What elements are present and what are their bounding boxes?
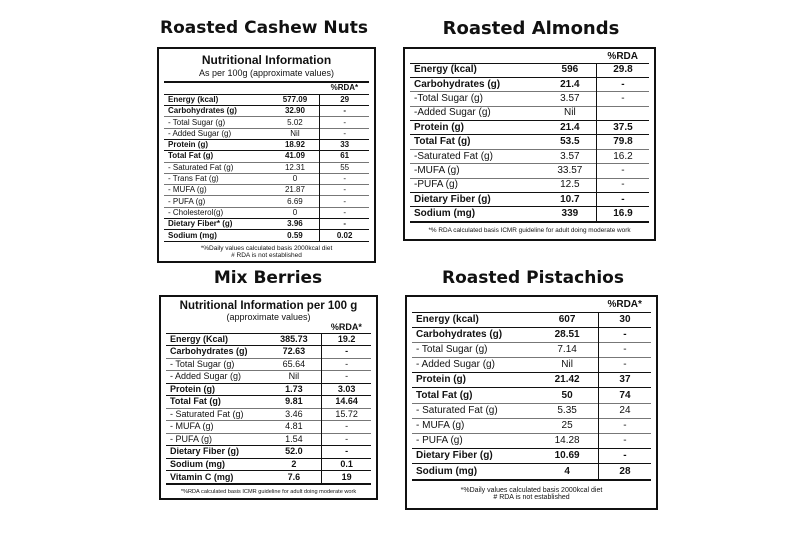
- nutrient-label: - Total Sugar (g): [166, 358, 266, 371]
- rda-value: -: [322, 421, 371, 434]
- nutrient-value: 607: [536, 312, 598, 327]
- pistachios-footnote-2: # RDA is not established: [493, 494, 570, 502]
- rda-value: -: [320, 173, 369, 184]
- nutrient-value: 4: [536, 464, 598, 479]
- table-row: [166, 346, 371, 359]
- nutrient-value: 5.02: [271, 117, 320, 128]
- nutrient-label: - PUFA (g): [166, 433, 266, 446]
- rda-value: -: [320, 106, 369, 117]
- nutrient-label: Dietary Fiber (g): [412, 449, 536, 464]
- nutrient-value: Nil: [544, 106, 597, 120]
- nutrient-label: Dietary Fiber (g): [166, 446, 266, 459]
- rda-value: 19.2: [322, 333, 371, 346]
- rda-value: 30: [598, 312, 651, 327]
- nutrient-value: 7.6: [266, 471, 321, 484]
- nutrient-label: Total Fat (g): [410, 135, 544, 149]
- header-blank: [166, 322, 266, 333]
- nutrient-label: Total Fat (g): [164, 151, 271, 162]
- nutrient-value: 21.4: [544, 77, 597, 91]
- rda-value: -: [598, 418, 651, 433]
- nutrient-label: -Total Sugar (g): [410, 92, 544, 106]
- nutrient-label: - Added Sugar (g): [412, 358, 536, 373]
- nutrient-value: 1.73: [266, 383, 321, 396]
- rda-value: [596, 106, 649, 120]
- nutrient-label: Protein (g): [164, 139, 271, 150]
- cashew-panel-title: Nutritional Information: [201, 53, 332, 67]
- table-row: [164, 106, 369, 117]
- berries-title: Mix Berries: [213, 268, 323, 288]
- nutrient-value: 0.59: [271, 230, 320, 241]
- nutrient-label: - Cholesterol(g): [164, 207, 271, 218]
- table-row: [166, 421, 371, 434]
- table-row: [412, 403, 651, 418]
- cashew-nutrition-table: [164, 83, 369, 241]
- rda-value: -: [320, 196, 369, 207]
- table-row: [164, 219, 369, 230]
- rda-value: -: [598, 327, 651, 342]
- rda-header: %RDA*: [330, 322, 362, 332]
- nutrient-value: Nil: [271, 128, 320, 139]
- rda-header: %RDA: [607, 51, 638, 62]
- rda-value: 3.03: [322, 383, 371, 396]
- nutrient-value: 3.57: [544, 92, 597, 106]
- rda-value: 16.9: [596, 207, 649, 221]
- table-row: [412, 373, 651, 388]
- rda-value: -: [598, 358, 651, 373]
- rda-value: -: [322, 358, 371, 371]
- nutrient-label: - Saturated Fat (g): [164, 162, 271, 173]
- nutrient-label: Sodium (mg): [166, 458, 266, 471]
- pistachios-title: Roasted Pistachios: [442, 268, 624, 288]
- nutrient-value: 14.28: [536, 434, 598, 449]
- table-row: [412, 418, 651, 433]
- rda-value: -: [598, 342, 651, 357]
- table-row: [166, 408, 371, 421]
- nutrient-label: Protein (g): [166, 383, 266, 396]
- nutrient-value: 52.0: [266, 446, 321, 459]
- berries-footnote-1: *%RDA calculated basis ICMR guideline for adult doing moderate work: [166, 483, 371, 495]
- nutrient-value: 33.57: [544, 164, 597, 178]
- nutrient-value: 50: [536, 388, 598, 403]
- rda-value: 61: [320, 151, 369, 162]
- rda-header: %RDA*: [330, 83, 359, 93]
- table-row: [410, 178, 649, 192]
- nutrient-label: Dietary Fiber* (g): [164, 219, 271, 230]
- nutrient-label: - MUFA (g): [412, 418, 536, 433]
- nutrient-label: Sodium (mg): [164, 230, 271, 241]
- rda-value: -: [320, 128, 369, 139]
- nutrient-value: 577.09: [271, 94, 320, 105]
- nutrient-label: - MUFA (g): [164, 185, 271, 196]
- rda-value: -: [598, 434, 651, 449]
- nutrient-label: Vitamin C (mg): [166, 471, 266, 484]
- almonds-nutrition-panel: [403, 47, 656, 241]
- table-row: [166, 433, 371, 446]
- table-row: [412, 449, 651, 464]
- table-row: [410, 106, 649, 120]
- rda-value: -: [320, 219, 369, 230]
- cashew-title: Roasted Cashew Nuts: [160, 18, 369, 38]
- table-row: [164, 185, 369, 196]
- nutrient-label: - Total Sugar (g): [412, 342, 536, 357]
- nutrient-label: - Trans Fat (g): [164, 173, 271, 184]
- header-blank: [164, 83, 271, 94]
- table-header-row: [164, 83, 369, 94]
- nutrient-value: 10.69: [536, 449, 598, 464]
- rda-value: -: [322, 371, 371, 384]
- rda-value: 0.02: [320, 230, 369, 241]
- table-header-row: [166, 322, 371, 333]
- table-row: [164, 207, 369, 218]
- nutrient-label: -Added Sugar (g): [410, 106, 544, 120]
- table-row: [412, 464, 651, 479]
- nutrient-value: 0: [271, 173, 320, 184]
- nutrient-value: 53.5: [544, 135, 597, 149]
- table-row: [410, 92, 649, 106]
- nutrient-value: 25: [536, 418, 598, 433]
- nutrient-label: - Total Sugar (g): [164, 117, 271, 128]
- table-row: [412, 388, 651, 403]
- table-row: [166, 371, 371, 384]
- rda-value: 16.2: [596, 149, 649, 163]
- almonds-title: Roasted Almonds: [442, 18, 620, 39]
- header-blank: [271, 83, 320, 94]
- nutrient-value: 1.54: [266, 433, 321, 446]
- table-row: [166, 383, 371, 396]
- table-row: [164, 94, 369, 105]
- nutrient-value: 339: [544, 207, 597, 221]
- rda-value: -: [322, 346, 371, 359]
- rda-value: 29.8: [596, 63, 649, 77]
- table-row: [164, 128, 369, 139]
- nutrient-value: Nil: [536, 358, 598, 373]
- table-row: [412, 342, 651, 357]
- nutrient-value: 6.69: [271, 196, 320, 207]
- nutrient-label: Protein (g): [412, 373, 536, 388]
- nutrient-label: Carbohydrates (g): [164, 106, 271, 117]
- almonds-nutrition-table: [410, 51, 649, 221]
- nutrient-label: Energy (kcal): [410, 63, 544, 77]
- berries-panel-subtitle: (approximate values): [226, 312, 311, 322]
- nutrient-value: 18.92: [271, 139, 320, 150]
- table-row: [166, 458, 371, 471]
- table-row: [410, 63, 649, 77]
- rda-value: 0.1: [322, 458, 371, 471]
- nutrient-value: 10.7: [544, 193, 597, 207]
- rda-value: -: [320, 207, 369, 218]
- header-blank: [266, 322, 321, 333]
- nutrient-value: 3.46: [266, 408, 321, 421]
- nutrient-value: 3.96: [271, 219, 320, 230]
- rda-value: -: [322, 433, 371, 446]
- nutrient-label: - Added Sugar (g): [166, 371, 266, 384]
- table-row: [410, 149, 649, 163]
- nutrient-value: 596: [544, 63, 597, 77]
- nutrient-value: 0: [271, 207, 320, 218]
- table-row: [410, 193, 649, 207]
- cashew-nutrition-panel: [157, 47, 376, 263]
- nutrient-label: Energy (Kcal): [166, 333, 266, 346]
- table-row: [410, 207, 649, 221]
- nutrient-value: 3.57: [544, 149, 597, 163]
- table-row: [164, 139, 369, 150]
- rda-value: 37: [598, 373, 651, 388]
- table-row: [166, 446, 371, 459]
- table-row: [410, 135, 649, 149]
- rda-value: 37.5: [596, 121, 649, 135]
- rda-value: -: [322, 446, 371, 459]
- table-row: [164, 151, 369, 162]
- nutrient-label: Total Fat (g): [412, 388, 536, 403]
- rda-value: -: [320, 185, 369, 196]
- rda-value: -: [596, 178, 649, 192]
- rda-value: 79.8: [596, 135, 649, 149]
- nutrient-label: - MUFA (g): [166, 421, 266, 434]
- berries-nutrition-table: [166, 322, 371, 483]
- nutrient-label: Energy (kcal): [412, 312, 536, 327]
- nutrient-value: Nil: [266, 371, 321, 384]
- nutrient-label: Carbohydrates (g): [410, 77, 544, 91]
- rda-value: 24: [598, 403, 651, 418]
- nutrient-value: 2: [266, 458, 321, 471]
- nutrient-value: 4.81: [266, 421, 321, 434]
- nutrient-value: 385.73: [266, 333, 321, 346]
- nutrient-value: 12.5: [544, 178, 597, 192]
- nutrient-label: -MUFA (g): [410, 164, 544, 178]
- nutrient-label: Total Fat (g): [166, 396, 266, 409]
- nutrient-value: 5.35: [536, 403, 598, 418]
- nutrient-value: 21.4: [544, 121, 597, 135]
- rda-value: 33: [320, 139, 369, 150]
- nutrient-label: Carbohydrates (g): [412, 327, 536, 342]
- cashew-panel-subtitle: As per 100g (approximate values): [198, 68, 335, 78]
- rda-value: -: [598, 449, 651, 464]
- rda-value: -: [596, 193, 649, 207]
- table-row: [164, 173, 369, 184]
- table-row: [164, 230, 369, 241]
- table-row: [166, 333, 371, 346]
- nutrient-label: - PUFA (g): [164, 196, 271, 207]
- table-row: [164, 117, 369, 128]
- nutrient-value: 7.14: [536, 342, 598, 357]
- nutrient-label: -Saturated Fat (g): [410, 149, 544, 163]
- rda-value: -: [320, 117, 369, 128]
- table-row: [166, 396, 371, 409]
- nutrient-label: -PUFA (g): [410, 178, 544, 192]
- table-row: [164, 196, 369, 207]
- almonds-footnote-1: *% RDA calculated basis ICMR guideline for adult doing moderate work: [410, 221, 649, 234]
- nutrient-label: - Saturated Fat (g): [166, 408, 266, 421]
- rda-value: -: [596, 92, 649, 106]
- nutrient-label: - Saturated Fat (g): [412, 403, 536, 418]
- nutrient-value: 21.42: [536, 373, 598, 388]
- nutrient-value: 21.87: [271, 185, 320, 196]
- nutrient-value: 65.64: [266, 358, 321, 371]
- rda-value: 15.72: [322, 408, 371, 421]
- cashew-footnote-1: *%Daily values calculated basis 2000kcal diet: [164, 241, 369, 252]
- cashew-footnote-2: # RDA is not established: [231, 252, 302, 260]
- nutrient-value: 72.63: [266, 346, 321, 359]
- nutrient-value: 41.09: [271, 151, 320, 162]
- table-row: [410, 121, 649, 135]
- header-blank: [410, 51, 544, 63]
- nutrient-label: Dietary Fiber (g): [410, 193, 544, 207]
- table-row: [412, 434, 651, 449]
- rda-value: 29: [320, 94, 369, 105]
- nutrient-value: 28.51: [536, 327, 598, 342]
- nutrient-value: 32.90: [271, 106, 320, 117]
- nutrient-value: 9.81: [266, 396, 321, 409]
- table-row: [410, 77, 649, 91]
- pistachios-footnote-1: *%Daily values calculated basis 2000kcal diet: [412, 479, 651, 494]
- rda-value: 14.64: [322, 396, 371, 409]
- table-header-row: [410, 51, 649, 63]
- rda-value: -: [596, 164, 649, 178]
- rda-value: 74: [598, 388, 651, 403]
- nutrient-label: Carbohydrates (g): [166, 346, 266, 359]
- nutrient-label: - Added Sugar (g): [164, 128, 271, 139]
- table-row: [166, 471, 371, 484]
- rda-value: -: [596, 77, 649, 91]
- table-header-row: [412, 299, 651, 312]
- table-row: [412, 327, 651, 342]
- header-blank: [544, 51, 597, 63]
- nutrient-value: 12.31: [271, 162, 320, 173]
- rda-value: 19: [322, 471, 371, 484]
- nutrient-label: Protein (g): [410, 121, 544, 135]
- table-row: [166, 358, 371, 371]
- pistachios-nutrition-panel: [405, 295, 658, 510]
- nutrient-label: Energy (kcal): [164, 94, 271, 105]
- table-row: [412, 312, 651, 327]
- nutrient-label: - PUFA (g): [412, 434, 536, 449]
- header-blank: [412, 299, 536, 312]
- nutrient-label: Sodium (mg): [410, 207, 544, 221]
- table-row: [164, 162, 369, 173]
- pistachios-nutrition-table: [412, 299, 651, 479]
- rda-value: 28: [598, 464, 651, 479]
- table-row: [412, 358, 651, 373]
- rda-value: 55: [320, 162, 369, 173]
- berries-panel-title: Nutritional Information per 100 g: [179, 300, 358, 312]
- nutrient-label: Sodium (mg): [412, 464, 536, 479]
- rda-header: %RDA*: [607, 299, 642, 311]
- header-blank: [536, 299, 598, 312]
- table-row: [410, 164, 649, 178]
- berries-nutrition-panel: [159, 295, 378, 500]
